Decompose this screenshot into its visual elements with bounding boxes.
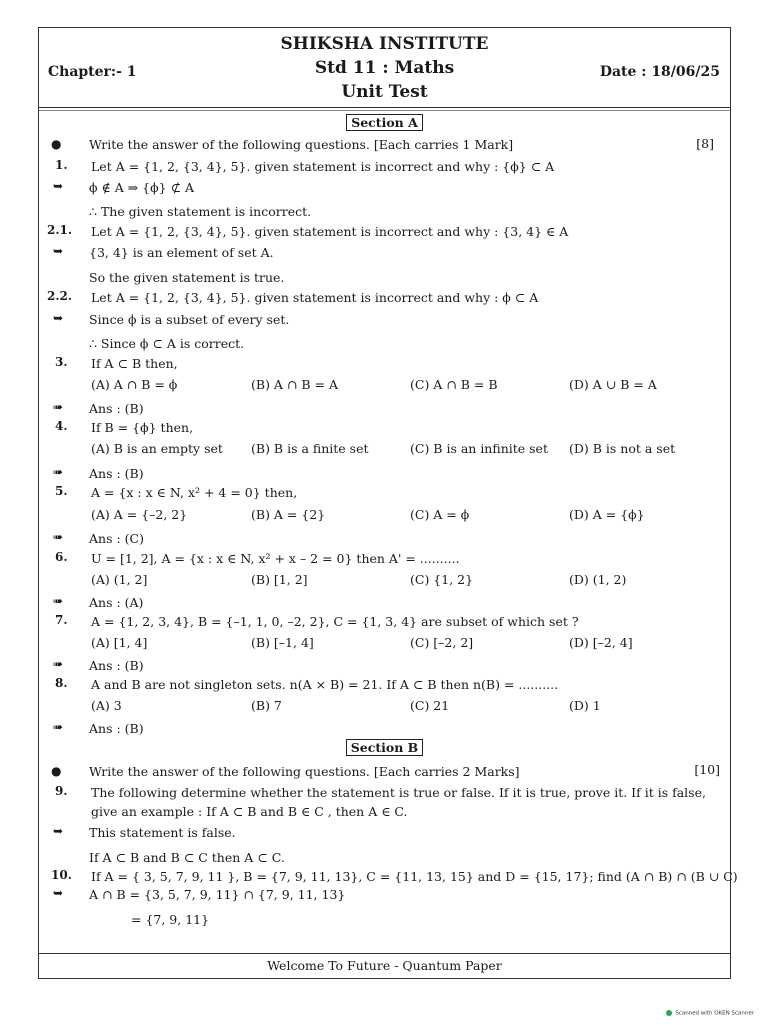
option-b: (B) A ∩ B = A bbox=[251, 377, 338, 392]
question-text: If A ⊂ B then, bbox=[91, 356, 178, 371]
date-label: Date : 18/06/25 bbox=[599, 64, 720, 80]
section-b-title: Section B bbox=[39, 740, 730, 755]
question-number: 2.1. bbox=[47, 223, 73, 237]
scanner-watermark: Scanned with OKEN Scanner bbox=[666, 1010, 754, 1017]
arrow-icon: ➠ bbox=[53, 400, 64, 414]
arrow-icon: ➠ bbox=[53, 657, 64, 671]
question-text: U = [1, 2], A = {x : x ∈ N, x² + x – 2 = 0} then A' = .......... bbox=[91, 551, 460, 566]
arrow-icon: ➠ bbox=[53, 530, 64, 544]
option-b: (B) A = {2} bbox=[251, 507, 326, 522]
test-title: Unit Test bbox=[341, 82, 428, 102]
answer-line: {3, 4} is an element of set A. bbox=[89, 245, 274, 260]
option-d: (D) A = {ϕ} bbox=[569, 507, 645, 522]
option-b: (B) 7 bbox=[251, 698, 282, 713]
question-text: Let A = {1, 2, {3, 4}, 5}. given statement is incorrect and why : ϕ ⊂ A bbox=[91, 290, 539, 305]
question-text: Let A = {1, 2, {3, 4}, 5}. given statement is incorrect and why : {ϕ} ⊂ A bbox=[91, 159, 555, 174]
arrow-icon: ➠ bbox=[53, 594, 64, 608]
option-b: (B) B is a finite set bbox=[251, 441, 369, 456]
header bbox=[39, 28, 730, 108]
bullet-icon: ● bbox=[51, 764, 62, 778]
question-text: If A = { 3, 5, 7, 9, 11 }, B = {7, 9, 11, 13}, C = {11, 13, 15} and D = {15, 17}; find (A ∩ B) ∩ (B ∪ C) bbox=[91, 869, 738, 884]
option-d: (D) A ∪ B = A bbox=[569, 377, 657, 392]
question-number: 3. bbox=[55, 355, 68, 369]
institute-name: SHIKSHA INSTITUTE bbox=[280, 34, 489, 54]
option-c: (C) A ∩ B = B bbox=[410, 377, 498, 392]
question-text: A = {x : x ∈ N, x² + 4 = 0} then, bbox=[91, 485, 298, 500]
header-divider bbox=[39, 110, 730, 111]
footer: Welcome To Future - Quantum Paper bbox=[39, 953, 730, 978]
answer-line: Ans : (A) bbox=[89, 595, 144, 610]
question-text: The following determine whether the statement is true or false. If it is true, prove it. If it is false, bbox=[91, 785, 706, 800]
option-d: (D) [–2, 4] bbox=[569, 635, 633, 650]
question-text: Let A = {1, 2, {3, 4}, 5}. given statement is incorrect and why : {3, 4} ∈ A bbox=[91, 224, 569, 239]
arrow-icon: ➥ bbox=[53, 179, 64, 193]
answer-line: ∴ The given statement is incorrect. bbox=[89, 204, 312, 219]
question-number: 7. bbox=[55, 613, 68, 627]
question-number: 6. bbox=[55, 550, 68, 564]
arrow-icon: ➥ bbox=[53, 824, 64, 838]
option-a: (A) (1, 2] bbox=[91, 572, 148, 587]
option-c: (C) A = ϕ bbox=[410, 507, 470, 522]
arrow-icon: ➠ bbox=[53, 465, 64, 479]
question-text: give an example : If A ⊂ B and B ∈ C , then A ∈ C. bbox=[91, 804, 408, 819]
section-b-marks: [10] bbox=[694, 762, 720, 777]
question-number: 9. bbox=[55, 784, 68, 798]
option-c: (C) {1, 2} bbox=[410, 572, 474, 587]
option-d: (D) 1 bbox=[569, 698, 601, 713]
question-text: If B = {ϕ} then, bbox=[91, 420, 194, 435]
option-c: (C) [–2, 2] bbox=[410, 635, 474, 650]
section-a-instruction: Write the answer of the following questions. [Each carries 1 Mark] bbox=[89, 137, 514, 152]
chapter-label: Chapter:- 1 bbox=[48, 64, 137, 80]
answer-line: This statement is false. bbox=[89, 825, 236, 840]
section-a-title: Section A bbox=[39, 115, 730, 130]
std-subject: Std 11 : Maths bbox=[314, 58, 455, 78]
option-a: (A) [1, 4] bbox=[91, 635, 148, 650]
question-number: 5. bbox=[55, 484, 68, 498]
option-a: (A) B is an empty set bbox=[91, 441, 223, 456]
section-b-instruction: Write the answer of the following questions. [Each carries 2 Marks] bbox=[89, 764, 520, 779]
arrow-icon: ➠ bbox=[53, 720, 64, 734]
answer-line: Ans : (C) bbox=[89, 531, 144, 546]
answer-line: Ans : (B) bbox=[89, 721, 144, 736]
answer-line: Since ϕ is a subset of every set. bbox=[89, 312, 290, 327]
answer-line: ∴ Since ϕ ⊂ A is correct. bbox=[89, 336, 245, 351]
option-c: (C) 21 bbox=[410, 698, 450, 713]
answer-line: Ans : (B) bbox=[89, 658, 144, 673]
answer-line: Ans : (B) bbox=[89, 401, 144, 416]
question-number: 4. bbox=[55, 419, 68, 433]
bullet-icon: ● bbox=[51, 137, 62, 151]
option-a: (A) 3 bbox=[91, 698, 122, 713]
arrow-icon: ➥ bbox=[53, 244, 64, 258]
question-number: 10. bbox=[51, 868, 72, 882]
option-d: (D) (1, 2) bbox=[569, 572, 627, 587]
answer-line: If A ⊂ B and B ⊂ C then A ⊂ C. bbox=[89, 850, 285, 865]
option-b: (B) [1, 2] bbox=[251, 572, 308, 587]
option-d: (D) B is not a set bbox=[569, 441, 676, 456]
option-a: (A) A ∩ B = ϕ bbox=[91, 377, 178, 392]
option-b: (B) [–1, 4] bbox=[251, 635, 314, 650]
arrow-icon: ➥ bbox=[53, 311, 64, 325]
answer-line: A ∩ B = {3, 5, 7, 9, 11} ∩ {7, 9, 11, 13} bbox=[89, 887, 346, 902]
question-number: 8. bbox=[55, 676, 68, 690]
section-a-marks: [8] bbox=[696, 136, 714, 151]
answer-line: So the given statement is true. bbox=[89, 270, 285, 285]
answer-line: = {7, 9, 11} bbox=[131, 912, 210, 927]
question-text: A and B are not singleton sets. n(A × B) = 21. If A ⊂ B then n(B) = .......... bbox=[91, 677, 559, 692]
option-c: (C) B is an infinite set bbox=[410, 441, 548, 456]
arrow-icon: ➥ bbox=[53, 886, 64, 900]
question-number: 2.2. bbox=[47, 289, 73, 303]
question-number: 1. bbox=[55, 158, 68, 172]
question-text: A = {1, 2, 3, 4}, B = {–1, 1, 0, –2, 2}, C = {1, 3, 4} are subset of which set ? bbox=[91, 614, 579, 629]
exam-page bbox=[38, 27, 738, 979]
option-a: (A) A = {–2, 2} bbox=[91, 507, 188, 522]
scanner-logo-icon bbox=[666, 1010, 672, 1016]
answer-line: ϕ ∉ A ⇒ {ϕ} ⊄ A bbox=[89, 180, 195, 195]
answer-line: Ans : (B) bbox=[89, 466, 144, 481]
